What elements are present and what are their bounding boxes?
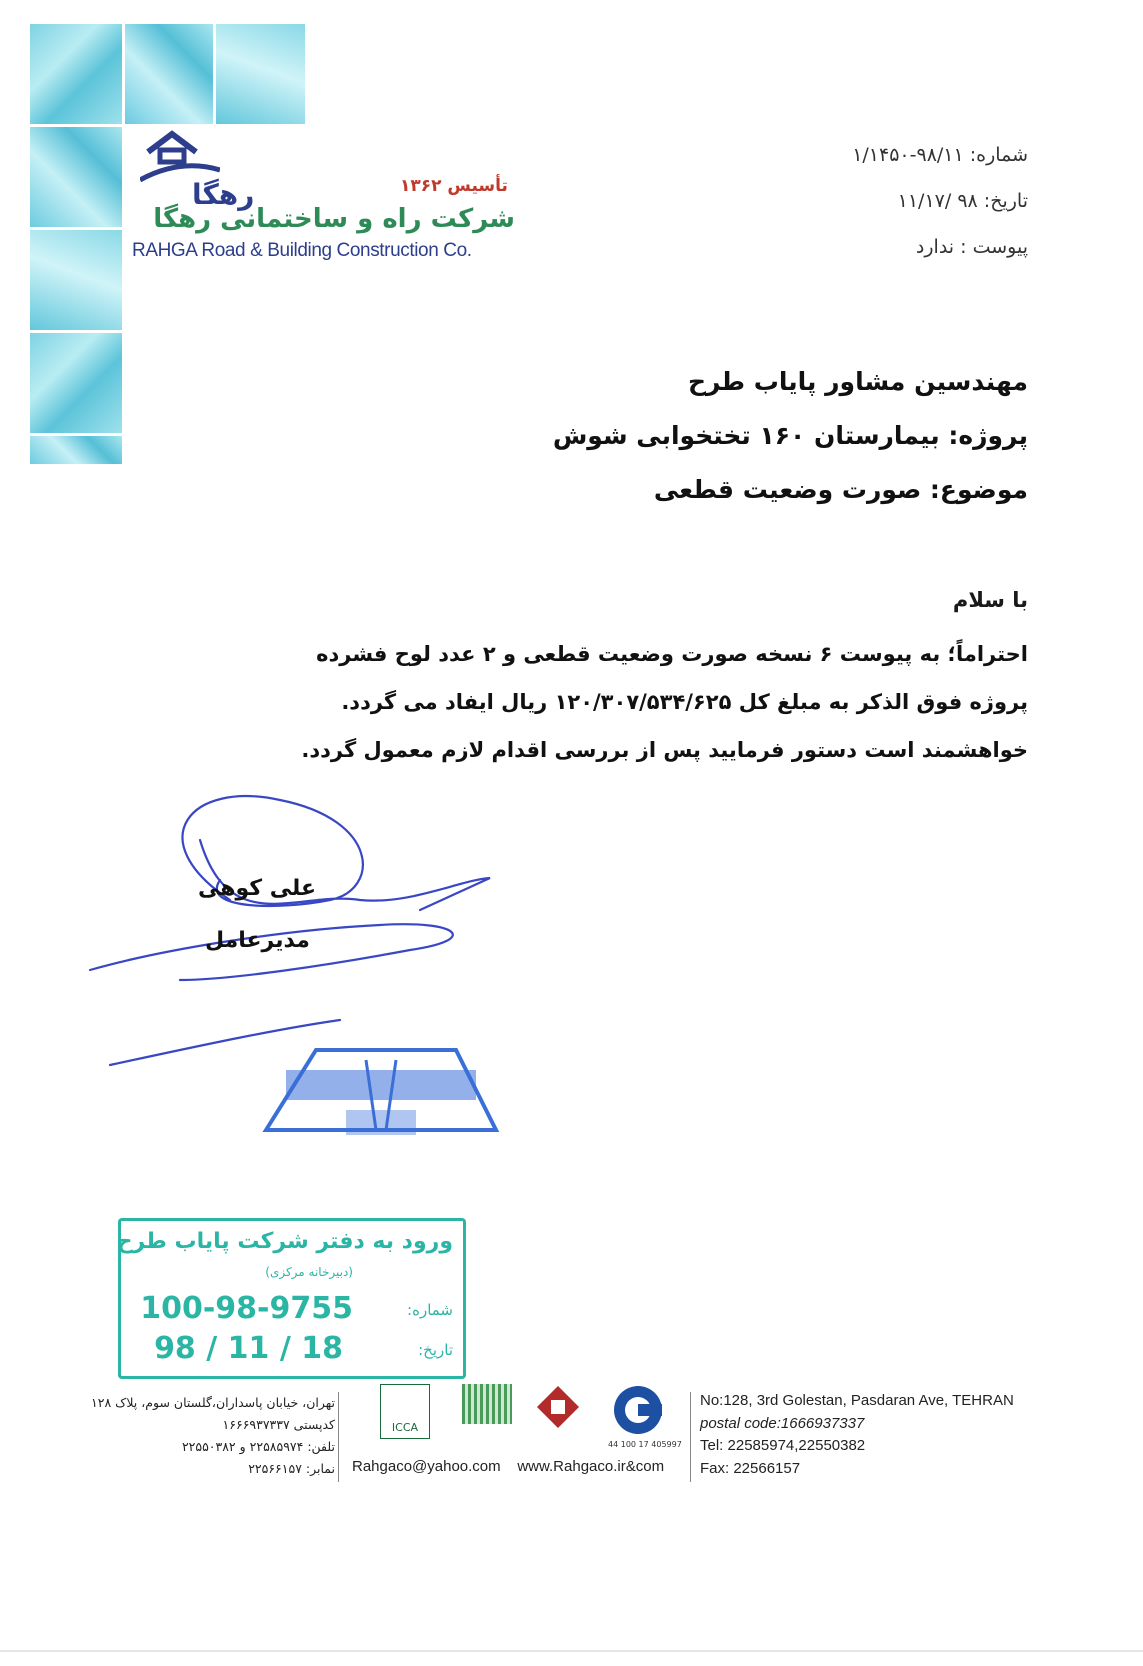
footer-address-fa: تهران، خیابان پاسداران،گلستان سوم، پلاک ۱۲۸ bbox=[91, 1395, 335, 1410]
association-logo bbox=[462, 1384, 512, 1424]
company-name-fa: شرکت راه و ساختمانی رهگا bbox=[153, 204, 515, 234]
bottom-rule bbox=[0, 1650, 1143, 1652]
footer-postal-fa: کدپستی ۱۶۶۶۹۳۷۳۳۷ bbox=[222, 1417, 335, 1432]
house-road-icon bbox=[140, 130, 220, 182]
letter-meta bbox=[768, 132, 1028, 270]
footer-contact-fa bbox=[45, 1392, 335, 1480]
body-line: خواهشمند است دستور فرمایید پس از بررسی اقدام لازم معمول گردد. bbox=[301, 738, 1028, 762]
cert-number: 44 100 17 405997 bbox=[608, 1440, 682, 1449]
body-line: احتراماً؛ به پیوست ۶ نسخه صورت وضعیت قطعی و ۲ عدد لوح فشرده bbox=[316, 642, 1028, 666]
footer-divider bbox=[338, 1392, 339, 1482]
letter-attachment: پیوست : ندارد bbox=[915, 236, 1028, 258]
signatory-title: مدیرعامل bbox=[205, 928, 310, 953]
signatory-name: علی کوهی bbox=[198, 876, 317, 901]
stamp-number-value: 100-98-9755 bbox=[140, 1291, 353, 1326]
body-line: پروژه فوق الذکر به مبلغ کل ۱۲۰/۳۰۷/۵۳۴/۶۲۵ ریال ایفاد می گردد. bbox=[341, 690, 1028, 714]
stamp-date-value: 98 / 11 / 18 bbox=[154, 1331, 343, 1366]
subject-line: موضوع: صورت وضعیت قطعی bbox=[653, 475, 1028, 504]
company-name-en: RAHGA Road & Building Construction Co. bbox=[132, 240, 472, 261]
footer-fax-fa: نمابر: ۲۲۵۶۶۱۵۷ bbox=[248, 1461, 335, 1476]
stamp-title: ورود به دفتر شرکت پایاب طرح bbox=[116, 1229, 453, 1254]
footer-tel-en: Tel: 22585974,22550382 bbox=[700, 1437, 866, 1454]
company-logo bbox=[132, 138, 530, 278]
icca-logo: ICCA bbox=[380, 1384, 430, 1439]
footer-fax-en: Fax: 22566157 bbox=[700, 1459, 801, 1477]
footer-divider bbox=[690, 1392, 691, 1482]
iso-cert-logo bbox=[612, 1384, 664, 1436]
letter-number: شماره: ۹۸/۱۱-۱/۱۴۵۰ bbox=[852, 144, 1028, 166]
letter-body bbox=[168, 630, 1028, 774]
greeting: با سلام bbox=[952, 588, 1028, 612]
footer-logos bbox=[350, 1384, 685, 1454]
stamp-number-label: شماره: bbox=[407, 1301, 453, 1319]
company-seal bbox=[256, 1030, 506, 1165]
letter-date: تاریخ: ۹۸ /۱۱/۱۷ bbox=[897, 190, 1028, 212]
addressee-block bbox=[508, 355, 1028, 517]
stamp-subtitle: (دبیرخانه مرکزی) bbox=[265, 1265, 353, 1279]
founded-year: تأسیس ۱۳۶۲ bbox=[400, 176, 508, 196]
organization-logo bbox=[535, 1384, 581, 1430]
footer-website[interactable]: www.Rahgaco.ir&com bbox=[517, 1458, 665, 1475]
footer-web bbox=[352, 1458, 664, 1475]
footer-postal-en: postal code:1666937337 bbox=[700, 1414, 865, 1432]
footer-contact-en bbox=[700, 1390, 1060, 1480]
project-line: پروژه: بیمارستان ۱۶۰ تختخوابی شوش bbox=[552, 421, 1028, 450]
recipient: مهندسین مشاور پایاب طرح bbox=[687, 367, 1028, 396]
stamp-date-label: تاریخ: bbox=[418, 1341, 453, 1359]
entry-stamp bbox=[118, 1218, 466, 1379]
footer-address-en: No:128, 3rd Golestan, Pasdaran Ave, TEHRAN bbox=[700, 1392, 1014, 1409]
footer-phone-fa: تلفن: ۲۲۵۸۵۹۷۴ و ۲۲۵۵۰۳۸۲ bbox=[181, 1439, 335, 1454]
footer-email[interactable]: Rahgaco@yahoo.com bbox=[352, 1458, 501, 1475]
logo-wordmark: رهگا bbox=[192, 178, 255, 211]
